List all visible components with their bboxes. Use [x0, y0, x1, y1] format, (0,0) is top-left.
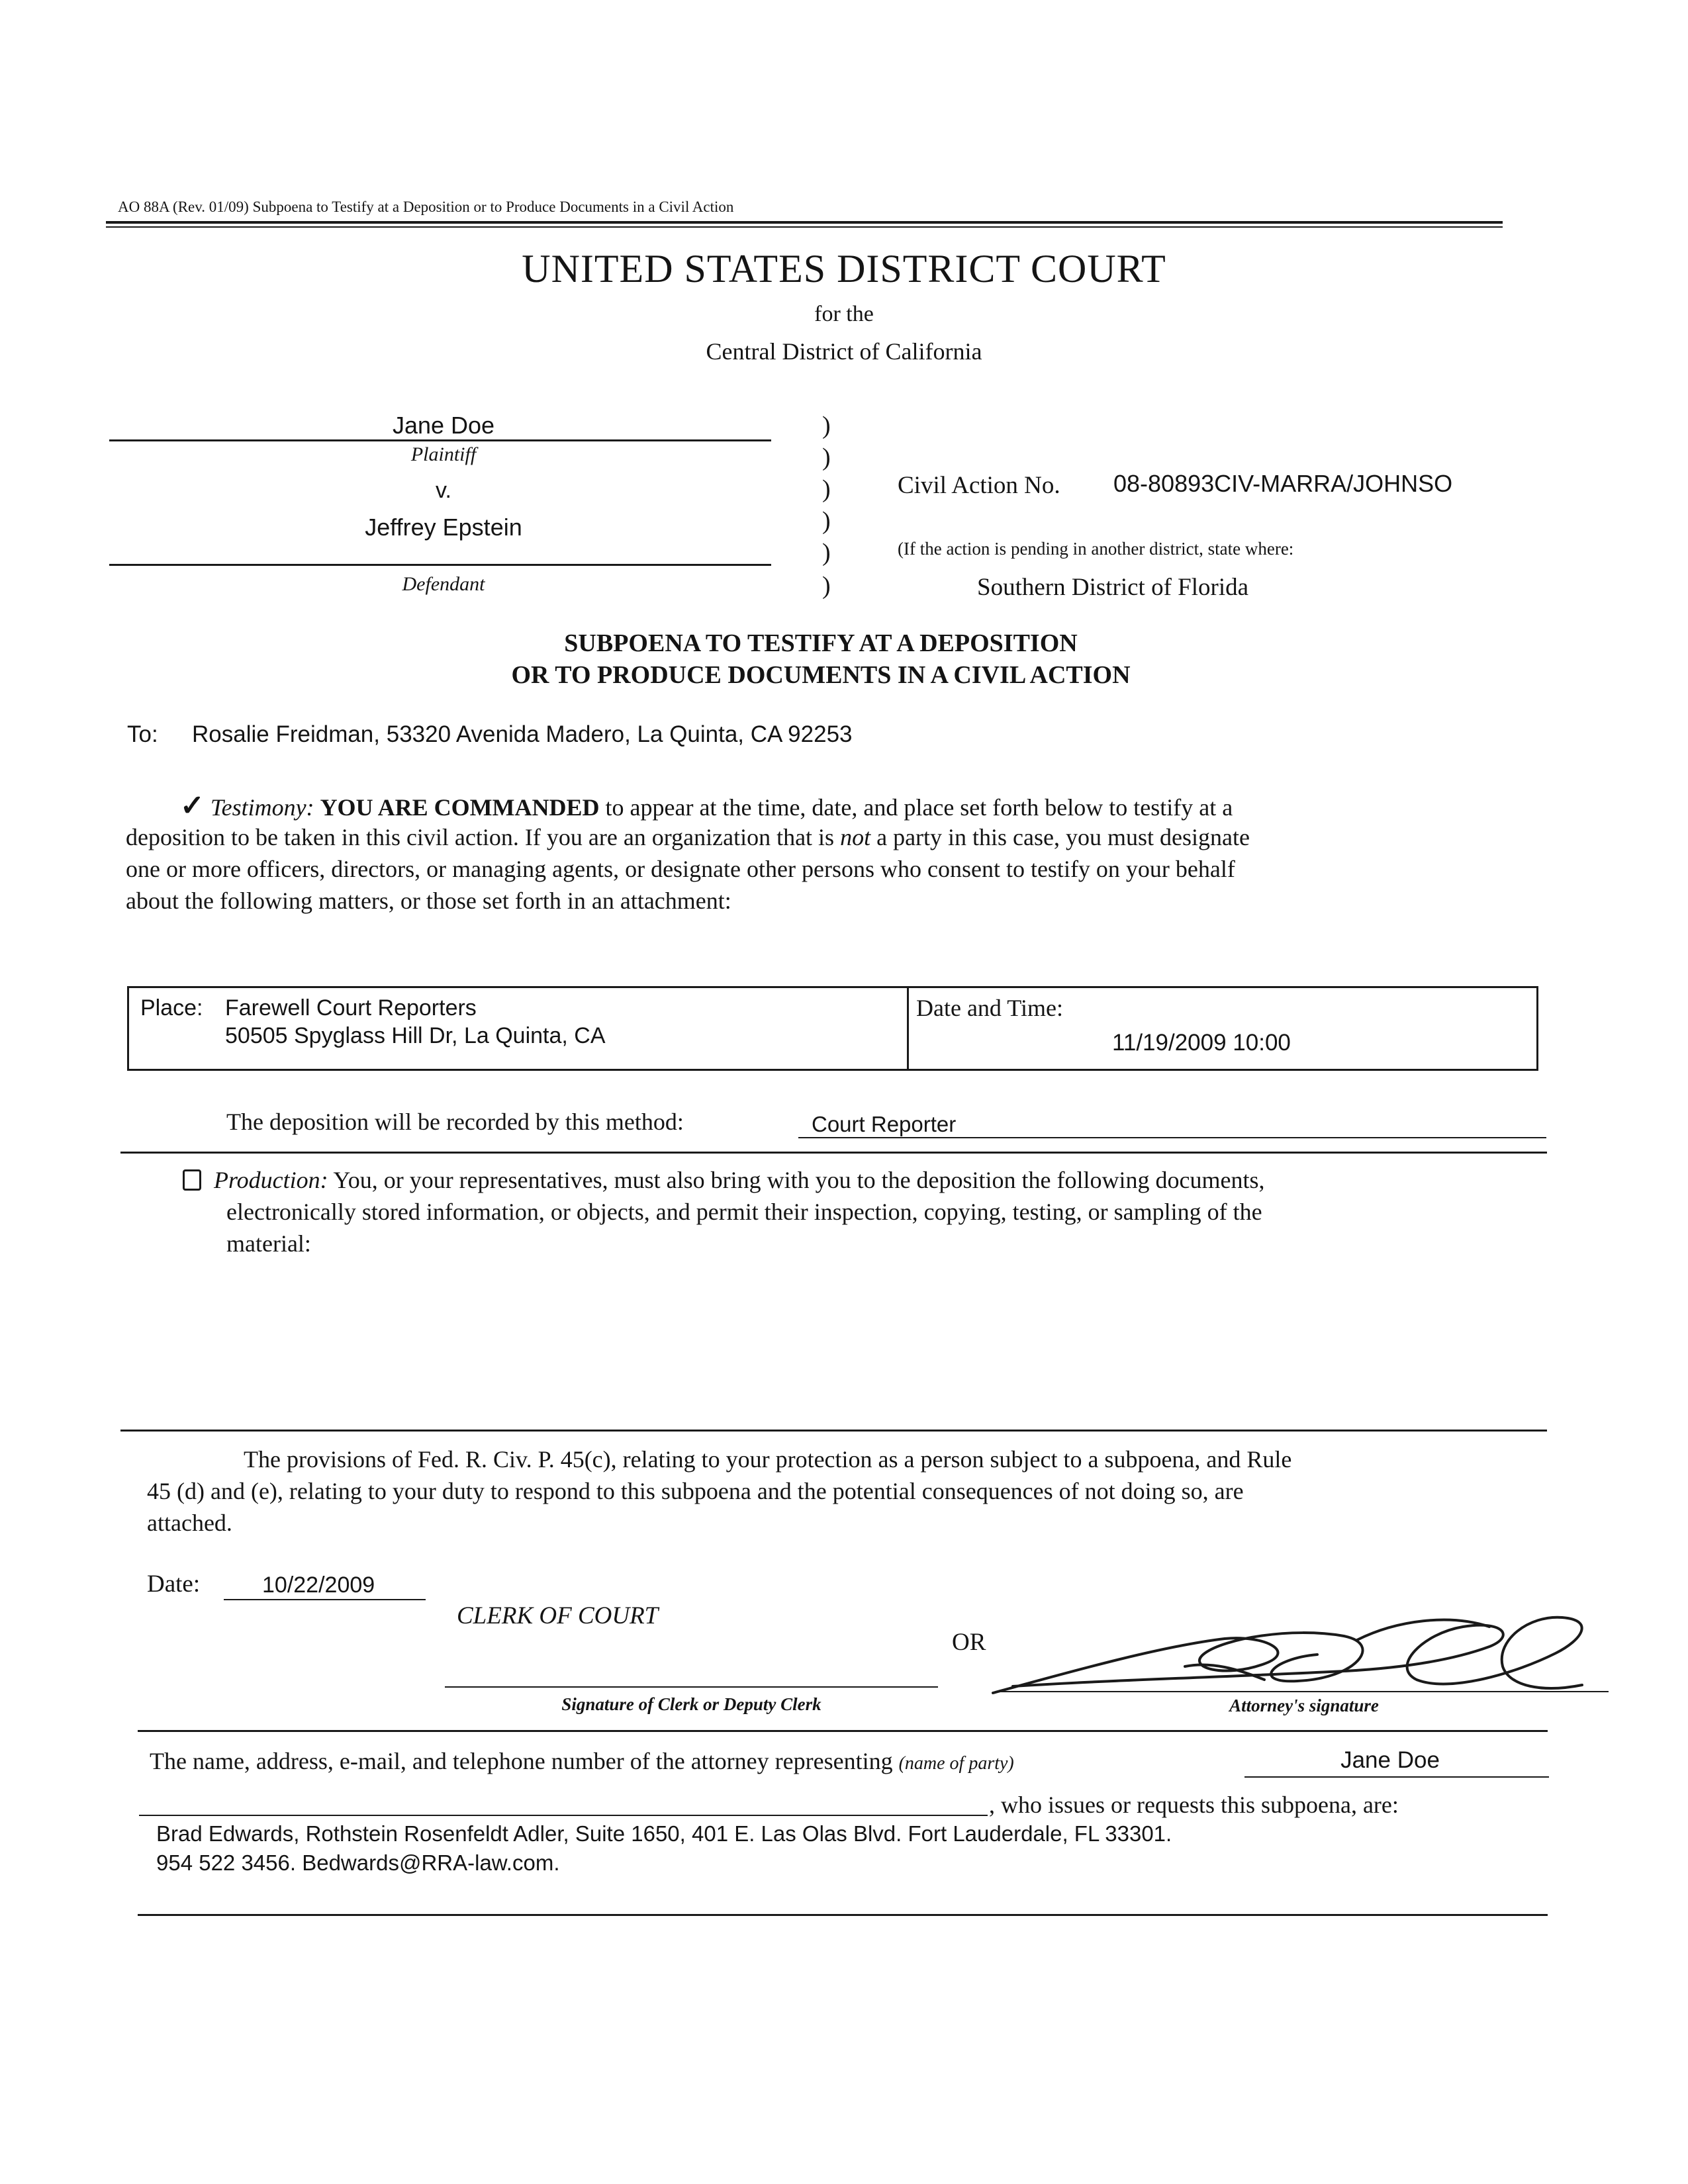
- provisions-line3: attached.: [147, 1510, 232, 1536]
- clerk-signature-label: Signature of Clerk or Deputy Clerk: [561, 1694, 821, 1714]
- recording-value: Court Reporter: [812, 1112, 957, 1136]
- subpoena-title-line1: SUBPOENA TO TESTIFY AT A DEPOSITION: [564, 629, 1078, 657]
- date-value: 10/22/2009: [262, 1572, 375, 1598]
- defendant-name: Jeffrey Epstein: [365, 514, 522, 541]
- testimony-line2-b: a party in this case, you must designate: [876, 824, 1250, 850]
- provisions-line2: 45 (d) and (e), relating to your duty to respond to this subpoena and the potential consequences of not doing so, are: [147, 1478, 1244, 1504]
- production-label: Production:: [214, 1167, 328, 1193]
- court-title: UNITED STATES DISTRICT COURT: [522, 247, 1166, 291]
- clerk-signature-rule: [445, 1686, 938, 1688]
- section-rule-2: [120, 1430, 1547, 1432]
- recording-label: The deposition will be recorded by this method:: [226, 1109, 684, 1135]
- header-rule-top: [106, 221, 1503, 224]
- attorney-line2: 954 522 3456. Bedwards@RRA-law.com.: [156, 1850, 560, 1875]
- party-rule: [1244, 1776, 1549, 1778]
- issues-text: , who issues or requests this subpoena, are:: [989, 1792, 1399, 1818]
- production-line2: electronically stored information, or objects, and permit their inspection, copying, testing, or sampling of the: [226, 1199, 1262, 1225]
- defendant-label: Defendant: [402, 573, 485, 595]
- testimony-label: Testimony:: [210, 794, 314, 821]
- party-value: Jane Doe: [1340, 1747, 1440, 1773]
- clerk-title: CLERK OF COURT: [457, 1602, 659, 1629]
- form-header: AO 88A (Rev. 01/09) Subpoena to Testify at a Deposition or to Produce Documents in a Civil Action: [118, 199, 734, 215]
- place-label: Place:: [140, 995, 203, 1021]
- subpoena-title-line2: OR TO PRODUCE DOCUMENTS IN A CIVIL ACTION: [511, 661, 1131, 689]
- caption-paren: ): [822, 475, 831, 503]
- testimony-line2: [126, 823, 1250, 851]
- defendant-rule: [109, 564, 771, 566]
- section-rule-1: [120, 1152, 1547, 1154]
- header-rule-bottom: [106, 226, 1503, 228]
- versus: v.: [436, 478, 451, 503]
- pending-district: Southern District of Florida: [977, 574, 1249, 601]
- testimony-line3: one or more officers, directors, or managing agents, or designate other persons who consent to testify on your behalf: [126, 856, 1235, 882]
- datetime-value: 11/19/2009 10:00: [1112, 1030, 1291, 1056]
- plaintiff-label: Plaintiff: [410, 443, 477, 465]
- caption-paren: ): [822, 443, 831, 471]
- testimony-line2-not: not: [840, 824, 871, 850]
- production-line1: [183, 1166, 1265, 1194]
- production-line3: material:: [226, 1230, 311, 1257]
- plaintiff-name: Jane Doe: [392, 412, 495, 439]
- production-checkbox[interactable]: [183, 1169, 201, 1191]
- or-label: OR: [952, 1629, 986, 1656]
- testimony-line2-a: deposition to be taken in this civil action. If you are an organization that is: [126, 824, 835, 850]
- recipient-label: To:: [127, 721, 158, 747]
- section-rule-3: [138, 1730, 1548, 1732]
- attorney-line1: Brad Edwards, Rothstein Rosenfeldt Adler, Suite 1650, 401 E. Las Olas Blvd. Fort Lauderdale, FL 33301.: [156, 1821, 1172, 1846]
- caption-paren: ): [822, 412, 831, 439]
- place-box-divider: [907, 986, 909, 1071]
- testimony-commanded: YOU ARE COMMANDED: [320, 794, 600, 821]
- date-rule: [224, 1599, 426, 1600]
- court-district: Central District of California: [706, 338, 982, 365]
- place-line2: 50505 Spyglass Hill Dr, La Quinta, CA: [225, 1023, 606, 1048]
- caption-paren: ): [822, 507, 831, 535]
- testimony-line1: [180, 789, 1233, 823]
- caption-paren: ): [822, 539, 831, 567]
- plaintiff-rule: [109, 439, 771, 441]
- date-label: Date:: [147, 1570, 201, 1598]
- court-for-the: for the: [814, 302, 874, 326]
- testimony-check-icon: ✓: [180, 790, 205, 822]
- attorney-signature-label: Attorney's signature: [1229, 1696, 1379, 1715]
- testimony-line1-rest: to appear at the time, date, and place set forth below to testify at a: [605, 794, 1233, 821]
- place-line1: Farewell Court Reporters: [225, 995, 477, 1021]
- bottom-rule: [138, 1914, 1548, 1916]
- civil-action-label: Civil Action No.: [898, 472, 1060, 499]
- attorney-intro: The name, address, e-mail, and telephone number of the attorney representing: [150, 1748, 893, 1774]
- provisions-line1: The provisions of Fed. R. Civ. P. 45(c), relating to your protection as a person subject to a subpoena, and Rule: [244, 1446, 1292, 1473]
- pending-note: (If the action is pending in another district, state where:: [898, 539, 1294, 559]
- attorney-signature-rule: [1000, 1691, 1609, 1692]
- caption-paren: ): [822, 572, 831, 600]
- civil-action-number: 08-80893CIV-MARRA/JOHNSO: [1113, 470, 1453, 497]
- attorney-signature-icon: [986, 1600, 1609, 1706]
- party-blank-rule: [139, 1815, 988, 1816]
- name-of-party-label: (name of party): [898, 1753, 1014, 1774]
- production-text1: You, or your representatives, must also bring with you to the deposition the following documents,: [333, 1167, 1265, 1193]
- datetime-label: Date and Time:: [916, 995, 1063, 1021]
- recording-rule: [798, 1137, 1546, 1138]
- testimony-line4: about the following matters, or those set forth in an attachment:: [126, 887, 731, 914]
- recipient-value: Rosalie Freidman, 53320 Avenida Madero, La Quinta, CA 92253: [192, 721, 853, 747]
- attorney-intro-line: [150, 1747, 1014, 1775]
